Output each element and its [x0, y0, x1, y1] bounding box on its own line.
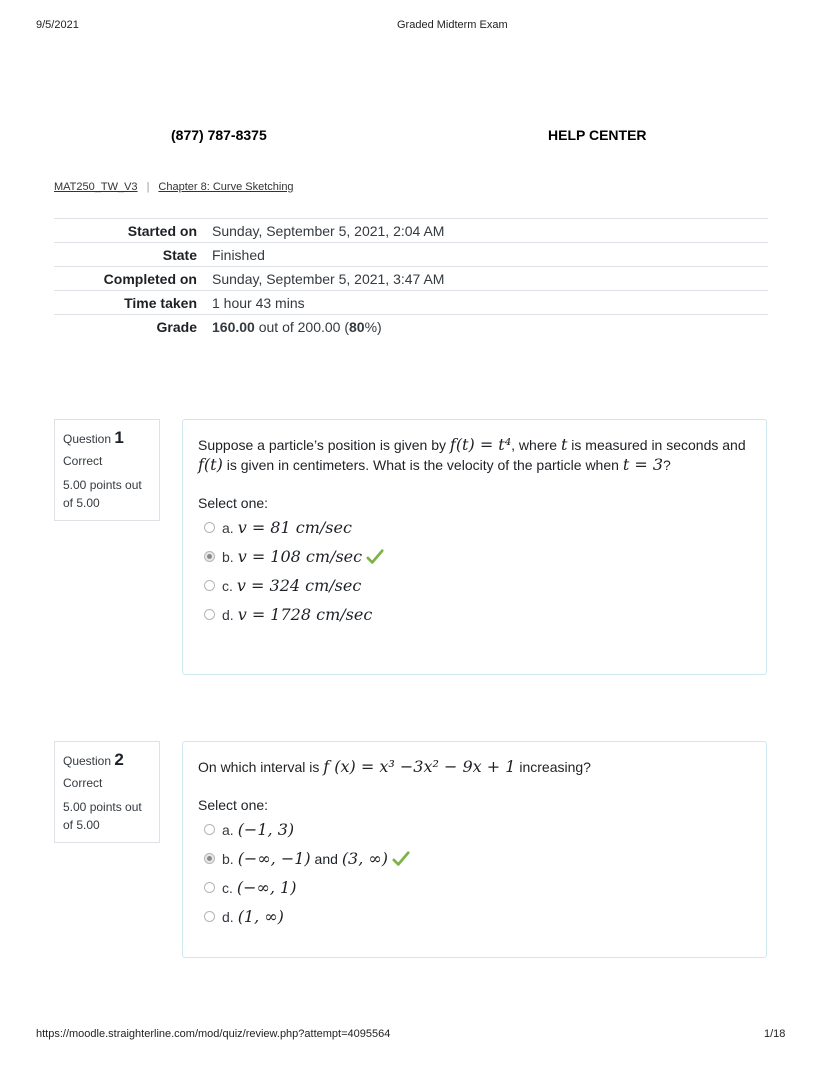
option-letter: b. [222, 548, 234, 565]
question-2-content [182, 741, 767, 958]
radio-button-selected[interactable] [204, 551, 215, 562]
option-math: (1, ∞) [237, 907, 284, 926]
summary-grade-value [212, 315, 768, 339]
qtext-part: increasing? [515, 759, 591, 775]
option-letter: b. [222, 850, 234, 867]
breadcrumb-course-link[interactable]: MAT250_TW_V3 [54, 181, 138, 193]
summary-value: Sunday, September 5, 2021, 3:47 AM [212, 270, 445, 287]
math-expression: f(t) [198, 455, 223, 474]
answer-options [198, 513, 751, 629]
summary-value: Finished [212, 246, 265, 263]
question-grade: 5.00 points out of 5.00 [63, 800, 142, 832]
qtext-part: is given in centimeters. What is the velocity of the particle when [222, 457, 623, 473]
breadcrumb-section-link[interactable]: Chapter 8: Curve Sketching [158, 181, 294, 193]
grade-score: 160.00 [212, 318, 255, 335]
radio-button-selected[interactable] [204, 853, 215, 864]
option-math: v = 1728 cm/sec [237, 605, 373, 624]
answer-option-a[interactable] [198, 815, 751, 844]
summary-row-completed [54, 267, 768, 291]
math-expression: f (x) = x³ −3x² − 9x + 1 [323, 757, 516, 776]
summary-label: Started on [127, 222, 197, 239]
question-1-info [54, 419, 160, 521]
question-2-info [54, 741, 160, 843]
question-label: Question [63, 754, 112, 768]
grade-total: out of 200.00 ( [254, 318, 350, 335]
qtext-part: , where [511, 437, 561, 453]
print-url: https://moodle.straighterline.com/mod/quiz/review.php?attempt=4095564 [36, 1028, 391, 1040]
summary-label: State [162, 246, 197, 263]
question-text [198, 435, 751, 475]
option-math: (−∞, −1) [237, 849, 311, 868]
radio-button[interactable] [204, 824, 215, 835]
summary-row-grade [54, 315, 768, 339]
print-page-number: 1/18 [764, 1028, 786, 1040]
qtext-part: ? [663, 457, 671, 473]
phone-number[interactable]: (877) 787-8375 [171, 127, 267, 143]
summary-row-time [54, 291, 768, 315]
grade-percent: 80 [349, 318, 365, 335]
summary-value: 1 hour 43 mins [212, 294, 305, 311]
radio-button[interactable] [204, 882, 215, 893]
question-state: Correct [63, 454, 103, 468]
select-one-prompt: Select one: [198, 797, 269, 813]
question-label: Question [63, 432, 112, 446]
option-math: v = 108 cm/sec [237, 547, 363, 566]
option-math: (3, ∞) [341, 849, 388, 868]
question-number-value: 2 [114, 750, 124, 769]
summary-value: Sunday, September 5, 2021, 2:04 AM [212, 222, 445, 239]
breadcrumb [54, 181, 294, 193]
math-expression: t = 3 [622, 455, 663, 474]
summary-label: Time taken [124, 294, 197, 311]
option-math: (−∞, 1) [236, 878, 297, 897]
answer-option-b[interactable] [198, 844, 751, 873]
question-number-value: 1 [114, 428, 124, 447]
qtext-part: On which interval is [198, 759, 324, 775]
option-letter: a. [222, 821, 234, 838]
help-center-link[interactable]: HELP CENTER [548, 127, 647, 143]
math-expression: t [560, 435, 568, 454]
summary-label: Grade [156, 318, 197, 335]
option-letter: c. [222, 577, 233, 594]
radio-button[interactable] [204, 911, 215, 922]
option-math: v = 81 cm/sec [237, 518, 352, 537]
breadcrumb-separator: | [146, 181, 150, 193]
grade-end: %) [364, 318, 382, 335]
radio-button[interactable] [204, 609, 215, 620]
qtext-part: Suppose a particle’s position is given by [198, 437, 450, 453]
question-text [198, 757, 751, 777]
summary-label: Completed on [103, 270, 197, 287]
option-math: v = 324 cm/sec [236, 576, 362, 595]
radio-button[interactable] [204, 522, 215, 533]
answer-option-b[interactable] [198, 542, 751, 571]
option-letter: d. [222, 606, 234, 623]
option-letter: c. [222, 879, 233, 896]
qtext-part: is measured in seconds and [567, 437, 746, 453]
answer-option-d[interactable] [198, 600, 751, 629]
correct-check-icon [366, 548, 384, 566]
question-number [63, 750, 151, 770]
correct-check-icon [392, 850, 410, 868]
answer-option-c[interactable] [198, 873, 751, 902]
question-grade: 5.00 points out of 5.00 [63, 478, 142, 510]
answer-option-a[interactable] [198, 513, 751, 542]
question-number [63, 428, 151, 448]
math-expression: f(t) = t⁴ [449, 435, 512, 454]
option-letter: a. [222, 519, 234, 536]
answer-options [198, 815, 751, 931]
answer-option-c[interactable] [198, 571, 751, 600]
summary-row-state [54, 243, 768, 267]
option-math: (−1, 3) [237, 820, 295, 839]
question-state: Correct [63, 776, 103, 790]
question-1-content [182, 419, 767, 675]
answer-option-d[interactable] [198, 902, 751, 931]
select-one-prompt: Select one: [198, 495, 269, 511]
option-joiner: and [310, 850, 342, 867]
quiz-summary-table [54, 218, 768, 338]
option-letter: d. [222, 908, 234, 925]
print-title: Graded Midterm Exam [397, 19, 508, 31]
print-date: 9/5/2021 [36, 19, 79, 31]
radio-button[interactable] [204, 580, 215, 591]
summary-row-started [54, 219, 768, 243]
